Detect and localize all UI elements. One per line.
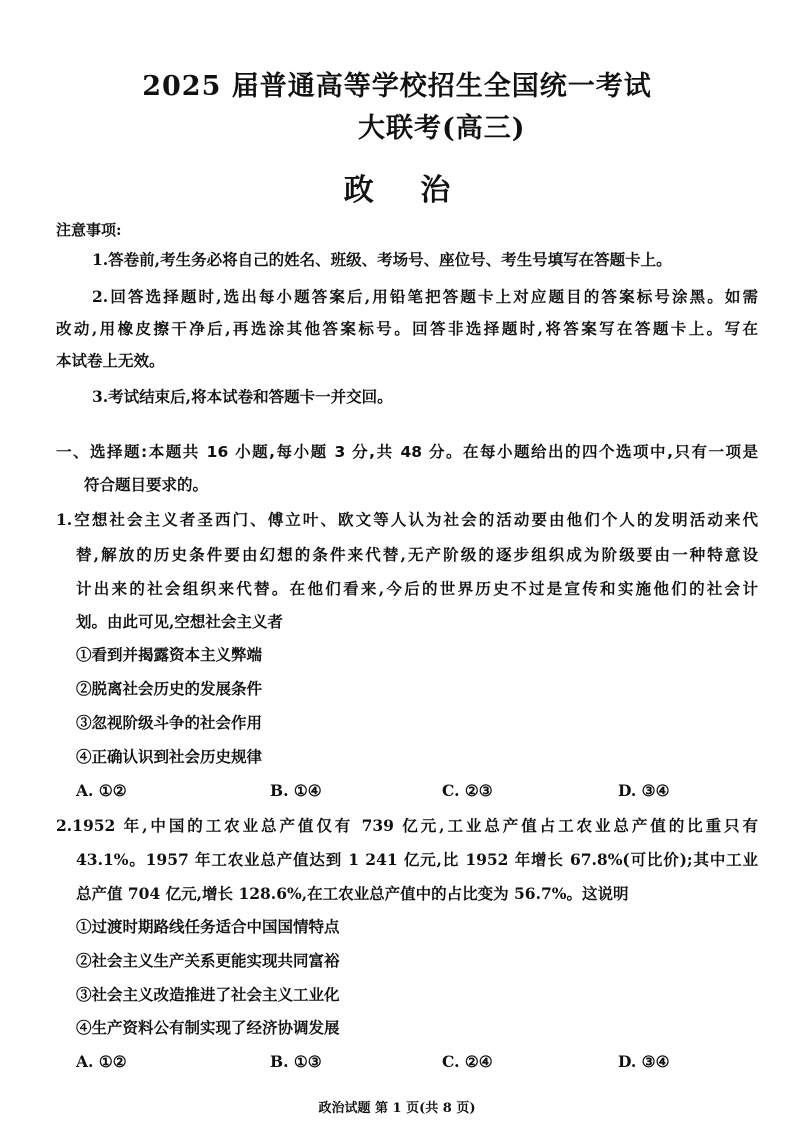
- note-item-1: 1.答卷前,考生务必将自己的姓名、班级、考场号、座位号、考生号填写在答题卡上。: [92, 250, 672, 269]
- q2-statement-4: ④生产资料公有制实现了经济协调发展: [76, 1018, 340, 1037]
- q2-statement-3: ③社会主义改造推进了社会主义工业化: [76, 985, 340, 1004]
- exam-title: 2025 届普通高等学校招生全国统一考试: [142, 71, 652, 102]
- note-item-2-line-2: 改动,用橡皮擦干净后,再选涂其他答案标号。回答非选择题时,将答案写在答题卡上。写在: [56, 319, 758, 338]
- q2-option-a[interactable]: A. ①②: [76, 1052, 127, 1071]
- note-item-2-line-3: 本试卷上无效。: [56, 351, 165, 370]
- q2-option-d[interactable]: D. ③④: [618, 1052, 670, 1071]
- q1-statement-1: ①看到并揭露资本主义弊端: [76, 645, 263, 664]
- q1-statement-3: ③忽视阶级斗争的社会作用: [76, 713, 263, 732]
- section-heading-line-1: 一、选择题:本题共 16 小题,每小题 3 分,共 48 分。在每小题给出的四个选项中,只有一项是: [56, 443, 758, 461]
- q2-option-c[interactable]: C. ②④: [442, 1052, 493, 1071]
- q1-option-b[interactable]: B. ①④: [270, 781, 322, 800]
- note-item-2-line-1: 2.回答选择题时,选出每小题答案后,用铅笔把答题卡上对应题目的答案标号涂黑。如需: [92, 287, 758, 306]
- q1-stem-line-4: 划。由此可见,空想社会主义者: [76, 612, 283, 631]
- q1-option-c[interactable]: C. ②③: [442, 781, 493, 800]
- q2-stem-line-2: 43.1%。1957 年工农业总产值达到 1 241 亿元,比 1952 年增长 67.8%(可比价);其中工业: [76, 850, 758, 869]
- q2-stem-line-1: 2.1952 年,中国的工农业总产值仅有 739 亿元,工业总产值占工农业总产值的比重只有: [56, 816, 758, 835]
- q2-option-b[interactable]: B. ①③: [270, 1052, 322, 1071]
- q1-stem-line-1: 1.空想社会主义者圣西门、傅立叶、欧文等人认为社会的活动要由他们个人的发明活动来代: [56, 510, 758, 529]
- q1-statement-2: ②脱离社会历史的发展条件: [76, 679, 263, 698]
- q1-statement-4: ④正确认识到社会历史规律: [76, 747, 263, 766]
- exam-subtitle: 大联考(高三): [358, 113, 526, 144]
- subject-title: 政 治: [343, 173, 469, 208]
- q1-stem-line-3: 计出来的社会组织来代替。在他们看来,今后的世界历史不过是宣传和实施他们的社会计: [76, 579, 758, 598]
- section-heading-line-2: 符合题目要求的。: [84, 476, 209, 494]
- q2-statement-2: ②社会主义生产关系更能实现共同富裕: [76, 951, 340, 970]
- q2-stem-line-3: 总产值 704 亿元,增长 128.6%,在工农业总产值中的占比变为 56.7%。这说明: [76, 884, 629, 903]
- q2-statement-1: ①过渡时期路线任务适合中国国情特点: [76, 917, 340, 936]
- notes-heading: 注意事项:: [56, 221, 122, 239]
- q1-option-a[interactable]: A. ①②: [76, 781, 127, 800]
- q1-option-d[interactable]: D. ③④: [618, 781, 670, 800]
- q1-stem-line-2: 替,解放的历史条件要由幻想的条件来代替,无产阶级的逐步组织成为阶级要由一种特意设: [76, 545, 758, 564]
- note-item-3: 3.考试结束后,将本试卷和答题卡一并交回。: [92, 387, 393, 406]
- page-footer: 政治试题 第 1 页(共 8 页): [318, 1101, 476, 1116]
